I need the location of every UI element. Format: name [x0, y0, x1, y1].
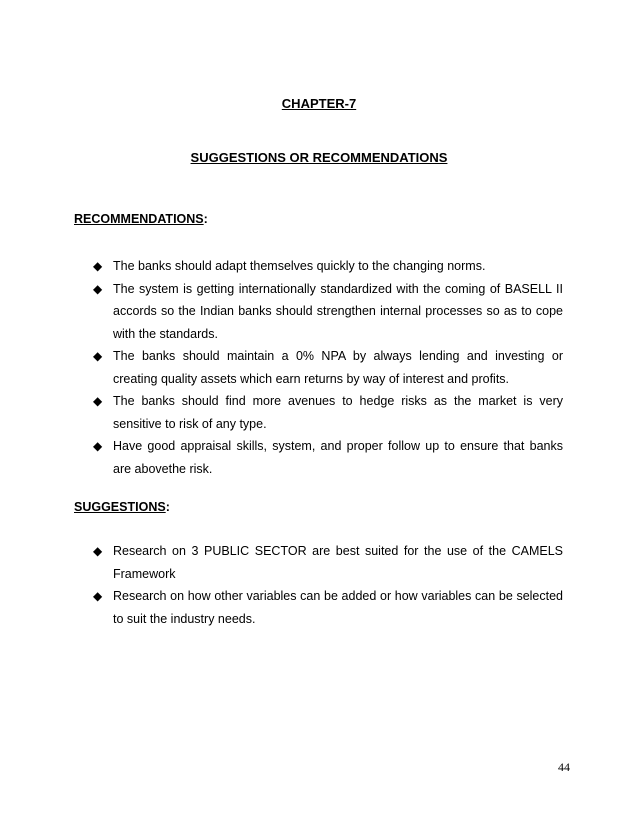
recommendations-heading-text: RECOMMENDATIONS [74, 212, 204, 226]
suggestions-heading [74, 500, 170, 514]
diamond-bullet-icon: ◆ [93, 589, 103, 603]
recommendations-list [91, 255, 563, 480]
diamond-bullet-icon: ◆ [93, 349, 103, 363]
suggestions-heading-text: SUGGESTIONS [74, 500, 166, 514]
list-item-text: The banks should adapt themselves quickly to the changing norms. [113, 259, 486, 273]
list-item-text: Have good appraisal skills, system, and proper follow up to ensure that banks are abovethe risk. [113, 439, 563, 476]
list-item [91, 255, 563, 278]
list-item-text: The banks should find more avenues to hedge risks as the market is very sensitive to risk of any type. [113, 394, 563, 431]
suggestions-heading-colon: : [165, 500, 170, 514]
list-item-text: Research on 3 PUBLIC SECTOR are best suited for the use of the CAMELS Framework [113, 544, 563, 581]
list-item-text: The banks should maintain a 0% NPA by always lending and investing or creating quality assets which earn returns by way of interest and profits. [113, 349, 563, 386]
list-item [91, 585, 563, 630]
recommendations-heading [74, 212, 208, 226]
recommendations-heading-colon: : [203, 212, 208, 226]
list-item [91, 540, 563, 585]
list-item-text: Research on how other variables can be added or how variables can be selected to suit the industry needs. [113, 589, 563, 626]
suggestions-list [91, 540, 563, 630]
list-item-text: The system is getting internationally standardized with the coming of BASELL II accords so the Indian banks should strengthen internal processes so as to cope with the standards. [113, 281, 563, 341]
diamond-bullet-icon: ◆ [93, 439, 103, 453]
diamond-bullet-icon: ◆ [93, 281, 103, 296]
list-item [91, 345, 563, 390]
list-item [91, 390, 563, 435]
diamond-bullet-icon: ◆ [93, 259, 103, 273]
diamond-bullet-icon: ◆ [93, 544, 103, 558]
list-item [91, 435, 563, 480]
page-number: 44 [558, 760, 570, 774]
list-item [91, 278, 563, 346]
chapter-title: CHAPTER-7 [281, 96, 357, 111]
page-title: SUGGESTIONS OR RECOMMENDATIONS [190, 150, 448, 165]
diamond-bullet-icon: ◆ [93, 394, 103, 408]
